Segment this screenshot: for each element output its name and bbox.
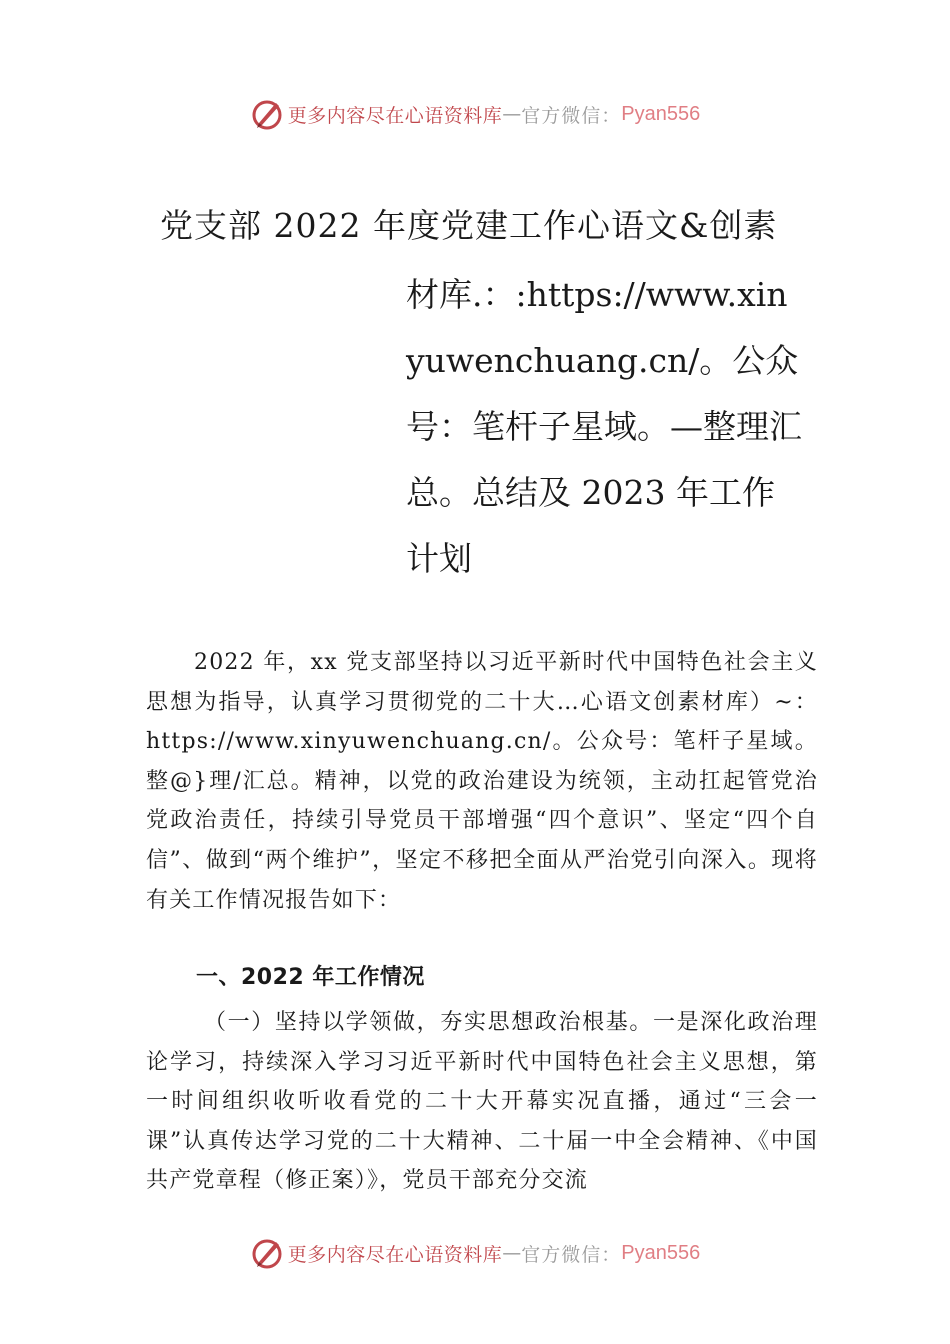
banner-wechat-label: 官方微信： (521, 1243, 622, 1266)
section-paragraph: （一）坚持以学领做，夯实思想政治根基。一是深化政治理论学习，持续深入学习习近平新时代中国特色社会主义思想，第一时间组织收听收看党的二十大开幕实况直播，通过“三会一课”认真传达学习党的二十大精神、二十届一中全会精神、《中国共产党章程（修正案）》，党员干部充分交流 (146, 1010, 818, 1194)
banner-separator: — (502, 1242, 522, 1264)
banner-brand-text: 更多内容尽在心语资料库 (287, 104, 503, 127)
intro-paragraph: 2022 年，xx 党支部坚持以习近平新时代中国特色社会主义思想为指导，认真学习贯彻党的二十大…心语文创素材库）~：https://www.xinyuwenchuang.cn/。公众号：笔杆子星域。整@}理/汇总。精神，以党的政治建设为统领，主动扛起管党治党政治责任，持续引导党员干部增强“四个意识”、坚定“四个自信”、做到“两个维护”，坚定不移把全面从严治党引向深入。现将有关工作情况报告如下： (146, 650, 818, 913)
footer-banner (0, 1233, 950, 1273)
pen-logo-icon (250, 1236, 284, 1270)
banner-separator: — (502, 103, 522, 125)
banner-brand-text: 更多内容尽在心语资料库 (287, 1243, 503, 1266)
section-heading: 一、2022 年工作情况 (196, 965, 425, 990)
document-title-line1: 党支部 2022 年度党建工作心语文&创素 (160, 206, 778, 245)
document-title-continuation: 材库.：:https://www.xinyuwenchuang.cn/。公众号：笔杆子星域。—整理汇总。总结及 2023 年工作计划 (406, 275, 802, 578)
header-banner (0, 94, 950, 134)
pen-logo-icon (250, 97, 284, 131)
banner-wechat-id: Pyan556 (621, 1241, 701, 1264)
banner-wechat-label: 官方微信： (521, 104, 622, 127)
banner-wechat-id: Pyan556 (621, 102, 701, 125)
